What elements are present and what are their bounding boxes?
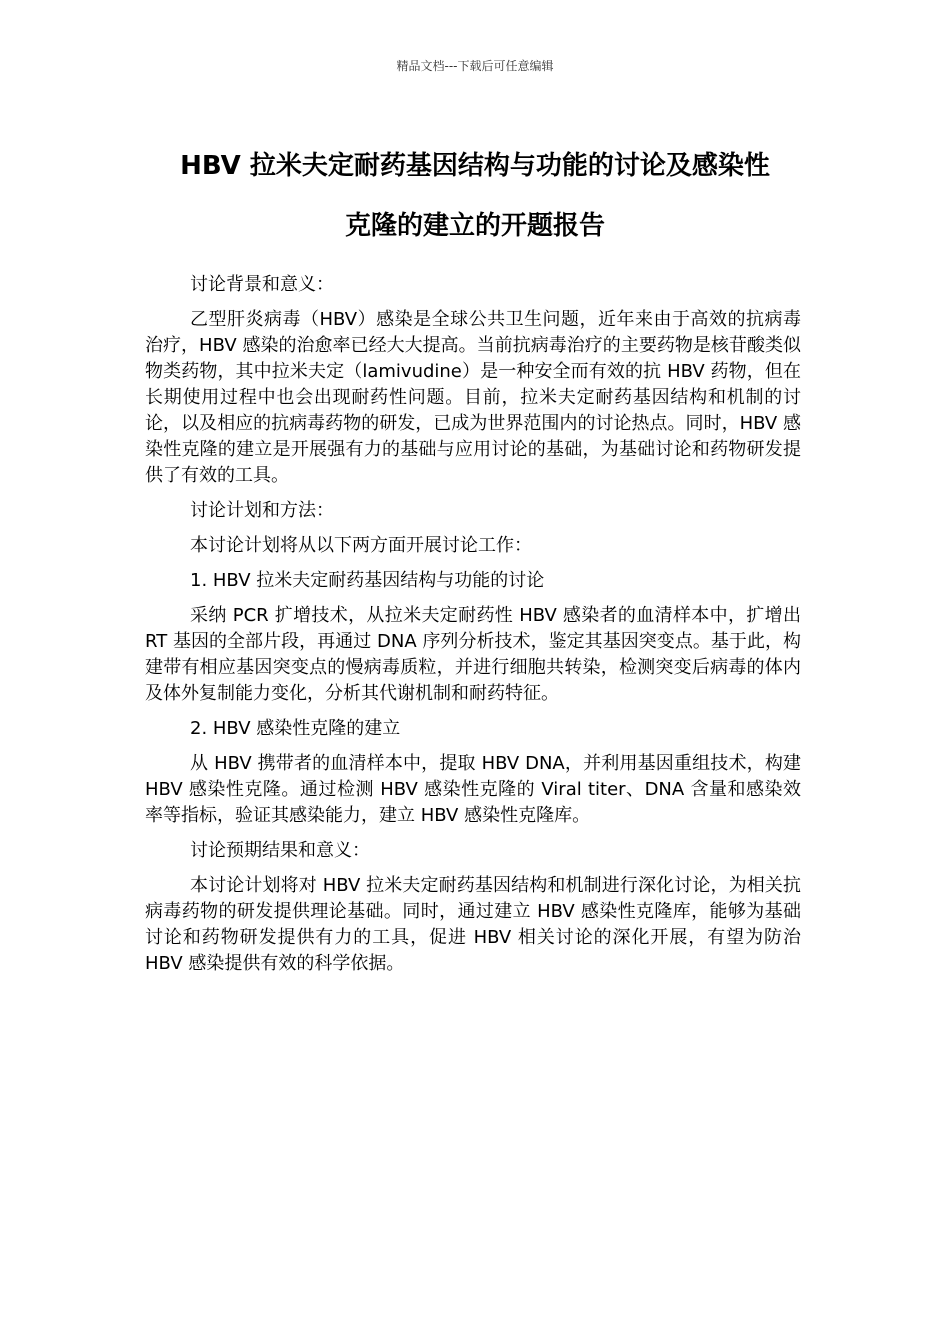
background-heading: 讨论背景和意义：: [190, 274, 334, 295]
header-note: 精品文档---下载后可任意编辑: [396, 59, 554, 73]
document-body: [145, 272, 801, 986]
results-heading: 讨论预期结果和意义：: [190, 840, 370, 861]
item2-heading: 2. HBV 感染性克隆的建立: [190, 718, 401, 739]
item2-paragraph: 从 HBV 携带者的血清样本中，提取 HBV DNA，并利用基因重组技术，构建 HBV 感染性克隆。通过检测 HBV 感染性克隆的 Viral titer、DNA 含量和感染效率等指标，验证其感染能力，建立 HBV 感染性克隆库。: [145, 753, 801, 826]
title-line-2: 克隆的建立的开题报告: [344, 211, 605, 241]
plan-intro: 本讨论计划将从以下两方面开展讨论工作：: [190, 535, 532, 556]
item1-heading: 1. HBV 拉米夫定耐药基因结构与功能的讨论: [190, 570, 545, 591]
background-paragraph: 乙型肝炎病毒（HBV）感染是全球公共卫生问题，近年来由于高效的抗病毒治疗，HBV 感染的治愈率已经大大提高。当前抗病毒治疗的主要药物是核苷酸类似物类药物，其中拉米夫定（lamivudine）是一种安全而有效的抗 HBV 药物，但在长期使用过程中也会出现耐药性问题。目前，拉米夫定耐药基因结构和机制的讨论，以及相应的抗病毒药物的研发，已成为世界范围内的讨论热点。同时，HBV 感染性克隆的建立是开展强有力的基础与应用讨论的基础，为基础讨论和药物研发提供了有效的工具。: [145, 309, 801, 486]
item1-paragraph: 采纳 PCR 扩增技术，从拉米夫定耐药性 HBV 感染者的血清样本中，扩增出 RT 基因的全部片段，再通过 DNA 序列分析技术，鉴定其基因突变点。基于此，构建带有相应基因突变点的慢病毒质粒，并进行细胞共转染，检测突变后病毒的体内及体外复制能力变化，分析其代谢机制和耐药特征。: [145, 605, 801, 704]
title-line-1: HBV 拉米夫定耐药基因结构与功能的讨论及感染性: [180, 151, 770, 181]
results-paragraph: 本讨论计划将对 HBV 拉米夫定耐药基因结构和机制进行深化讨论，为相关抗病毒药物的研发提供理论基础。同时，通过建立 HBV 感染性克隆库，能够为基础讨论和药物研发提供有力的工具，促进 HBV 相关讨论的深化开展，有望为防治 HBV 感染提供有效的科学依据。: [145, 875, 801, 974]
document-title: [120, 136, 830, 256]
plan-heading: 讨论计划和方法：: [190, 500, 334, 521]
